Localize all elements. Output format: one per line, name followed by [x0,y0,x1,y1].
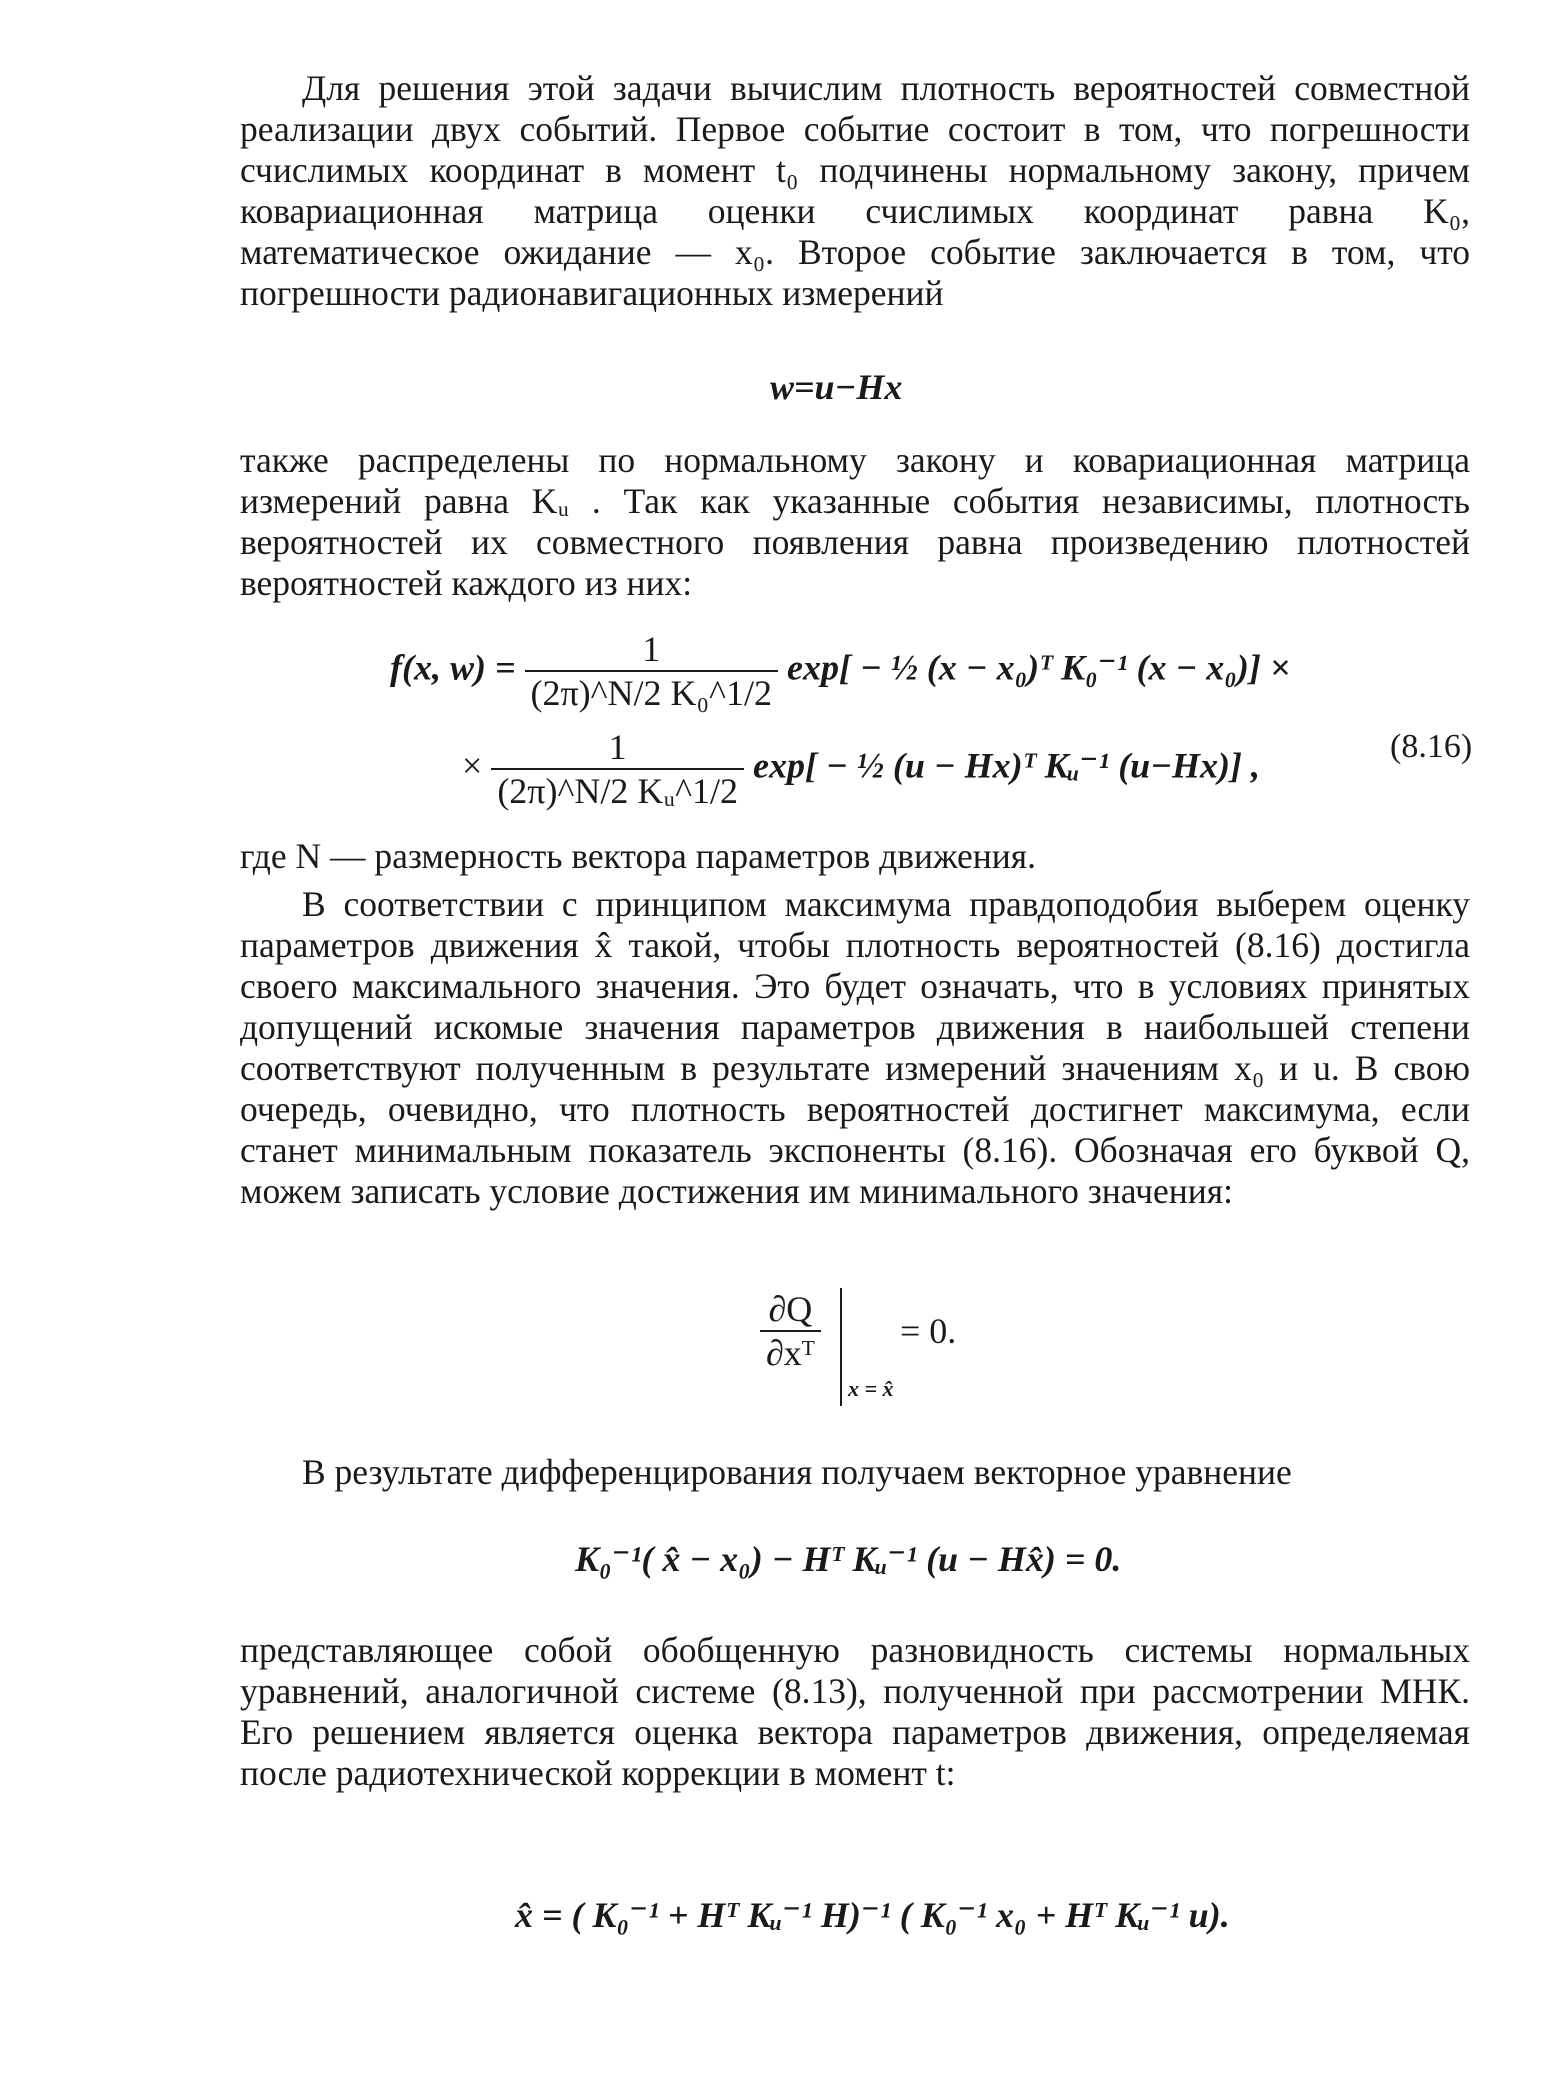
eq816-exp-2: exp[ − ½ (u − Hx)ᵀ Kᵤ⁻¹ (u−Hx)] , [753,745,1260,786]
derivative-fraction [760,1288,821,1374]
paragraph-1-text: Для решения этой задачи вычислим плотность вероятностей совместной реализации двух событий. Первое событие состоит в том, что погрешности счислимых координат в момент t₀ подчинены нормальному закону, причем ковариационная матрица оценки счислимых координат равна K₀, математическое ожидание — x₀. Второе событие заключается в том, что погрешности радионавигационных измерений [240,68,1470,313]
equation-8-16-line-1 [390,628,1290,714]
eq816-times: × [462,745,483,786]
eq816-fraction-2 [491,726,744,812]
equation-number-8-16: (8.16) [1390,728,1473,765]
vector-equation: K₀⁻¹( x̂ − x₀) − Hᵀ Kᵤ⁻¹ (u − Hx̂) = 0. [575,1539,1122,1579]
paragraph-4-text: В соответствии с принципом максимума правдоподобия выберем оценку параметров движения x̂ такой, чтобы плотность вероятностей (8.16) достигла своего максимального значения. Это будет означать, что в условиях принятых допущений искомые значения параметров движения в наибольшей степени соответствуют полученным в результате измерений значениям x₀ и u. В свою очередь, очевидно, что плотность вероятностей достигнет максимума, если станет минимальным показатель экспоненты (8.16). Обозначая его буквой Q, можем записать условие достижения им минимального значения: [240,884,1470,1211]
equation-8-16-line-2 [462,726,1260,812]
paragraph-2-text: также распределены по нормальному закону и ковариационная матрица измерений равна Kᵤ . Так как указанные события независимы, плотность вероятностей их совместного появления равна произведению плотностей вероятностей каждого из них: [240,440,1470,603]
eq816-numerator-1: 1 [525,628,779,672]
paragraph-5 [240,1452,1470,1493]
solution-equation: x̂ = ( K₀⁻¹ + Hᵀ Kᵤ⁻¹ H)⁻¹ ( K₀⁻¹ x₀ + Hᵀ Kᵤ⁻¹ u). [515,1895,1230,1935]
eq816-numerator-2: 1 [491,726,744,770]
paragraph-3-text: где N — размерность вектора параметров движения. [240,836,1037,876]
paragraph-6-text: представляющее собой обобщенную разновидность системы нормальных уравнений, аналогичной системе (8.13), полученной при рассмотрении МНК. Его решением является оценка вектора параметров движения, определяемая после радиотехнической коррекции в момент t: [240,1630,1470,1793]
derivative-denominator: ∂xᵀ [766,1333,815,1373]
eq816-denominator-2: (2π)^N/2 Kᵤ^1/2 [497,771,739,811]
derivative-numerator: ∂Q [760,1288,821,1332]
evaluation-bar [840,1288,842,1406]
eq816-exp-1: exp[ − ½ (x − x₀)ᵀ K₀⁻¹ (x − x₀)] × [787,647,1291,688]
paragraph-5-text: В результате дифференцирования получаем векторное уравнение [302,1452,1292,1492]
derivative-rhs: = 0. [900,1311,957,1351]
equation-w: w=u−Hx [770,367,903,407]
paragraph-4 [240,884,1470,1212]
eq816-fraction-1 [525,628,779,714]
paragraph-6 [240,1630,1470,1794]
paragraph-3 [240,836,1470,877]
paragraph-1 [240,68,1470,314]
paragraph-2 [240,440,1470,604]
derivative-subscript: x = x̂ [848,1376,894,1401]
eq816-lhs: f(x, w) = [390,647,516,688]
eq816-denominator-1: (2π)^N/2 K₀^1/2 [530,673,772,713]
